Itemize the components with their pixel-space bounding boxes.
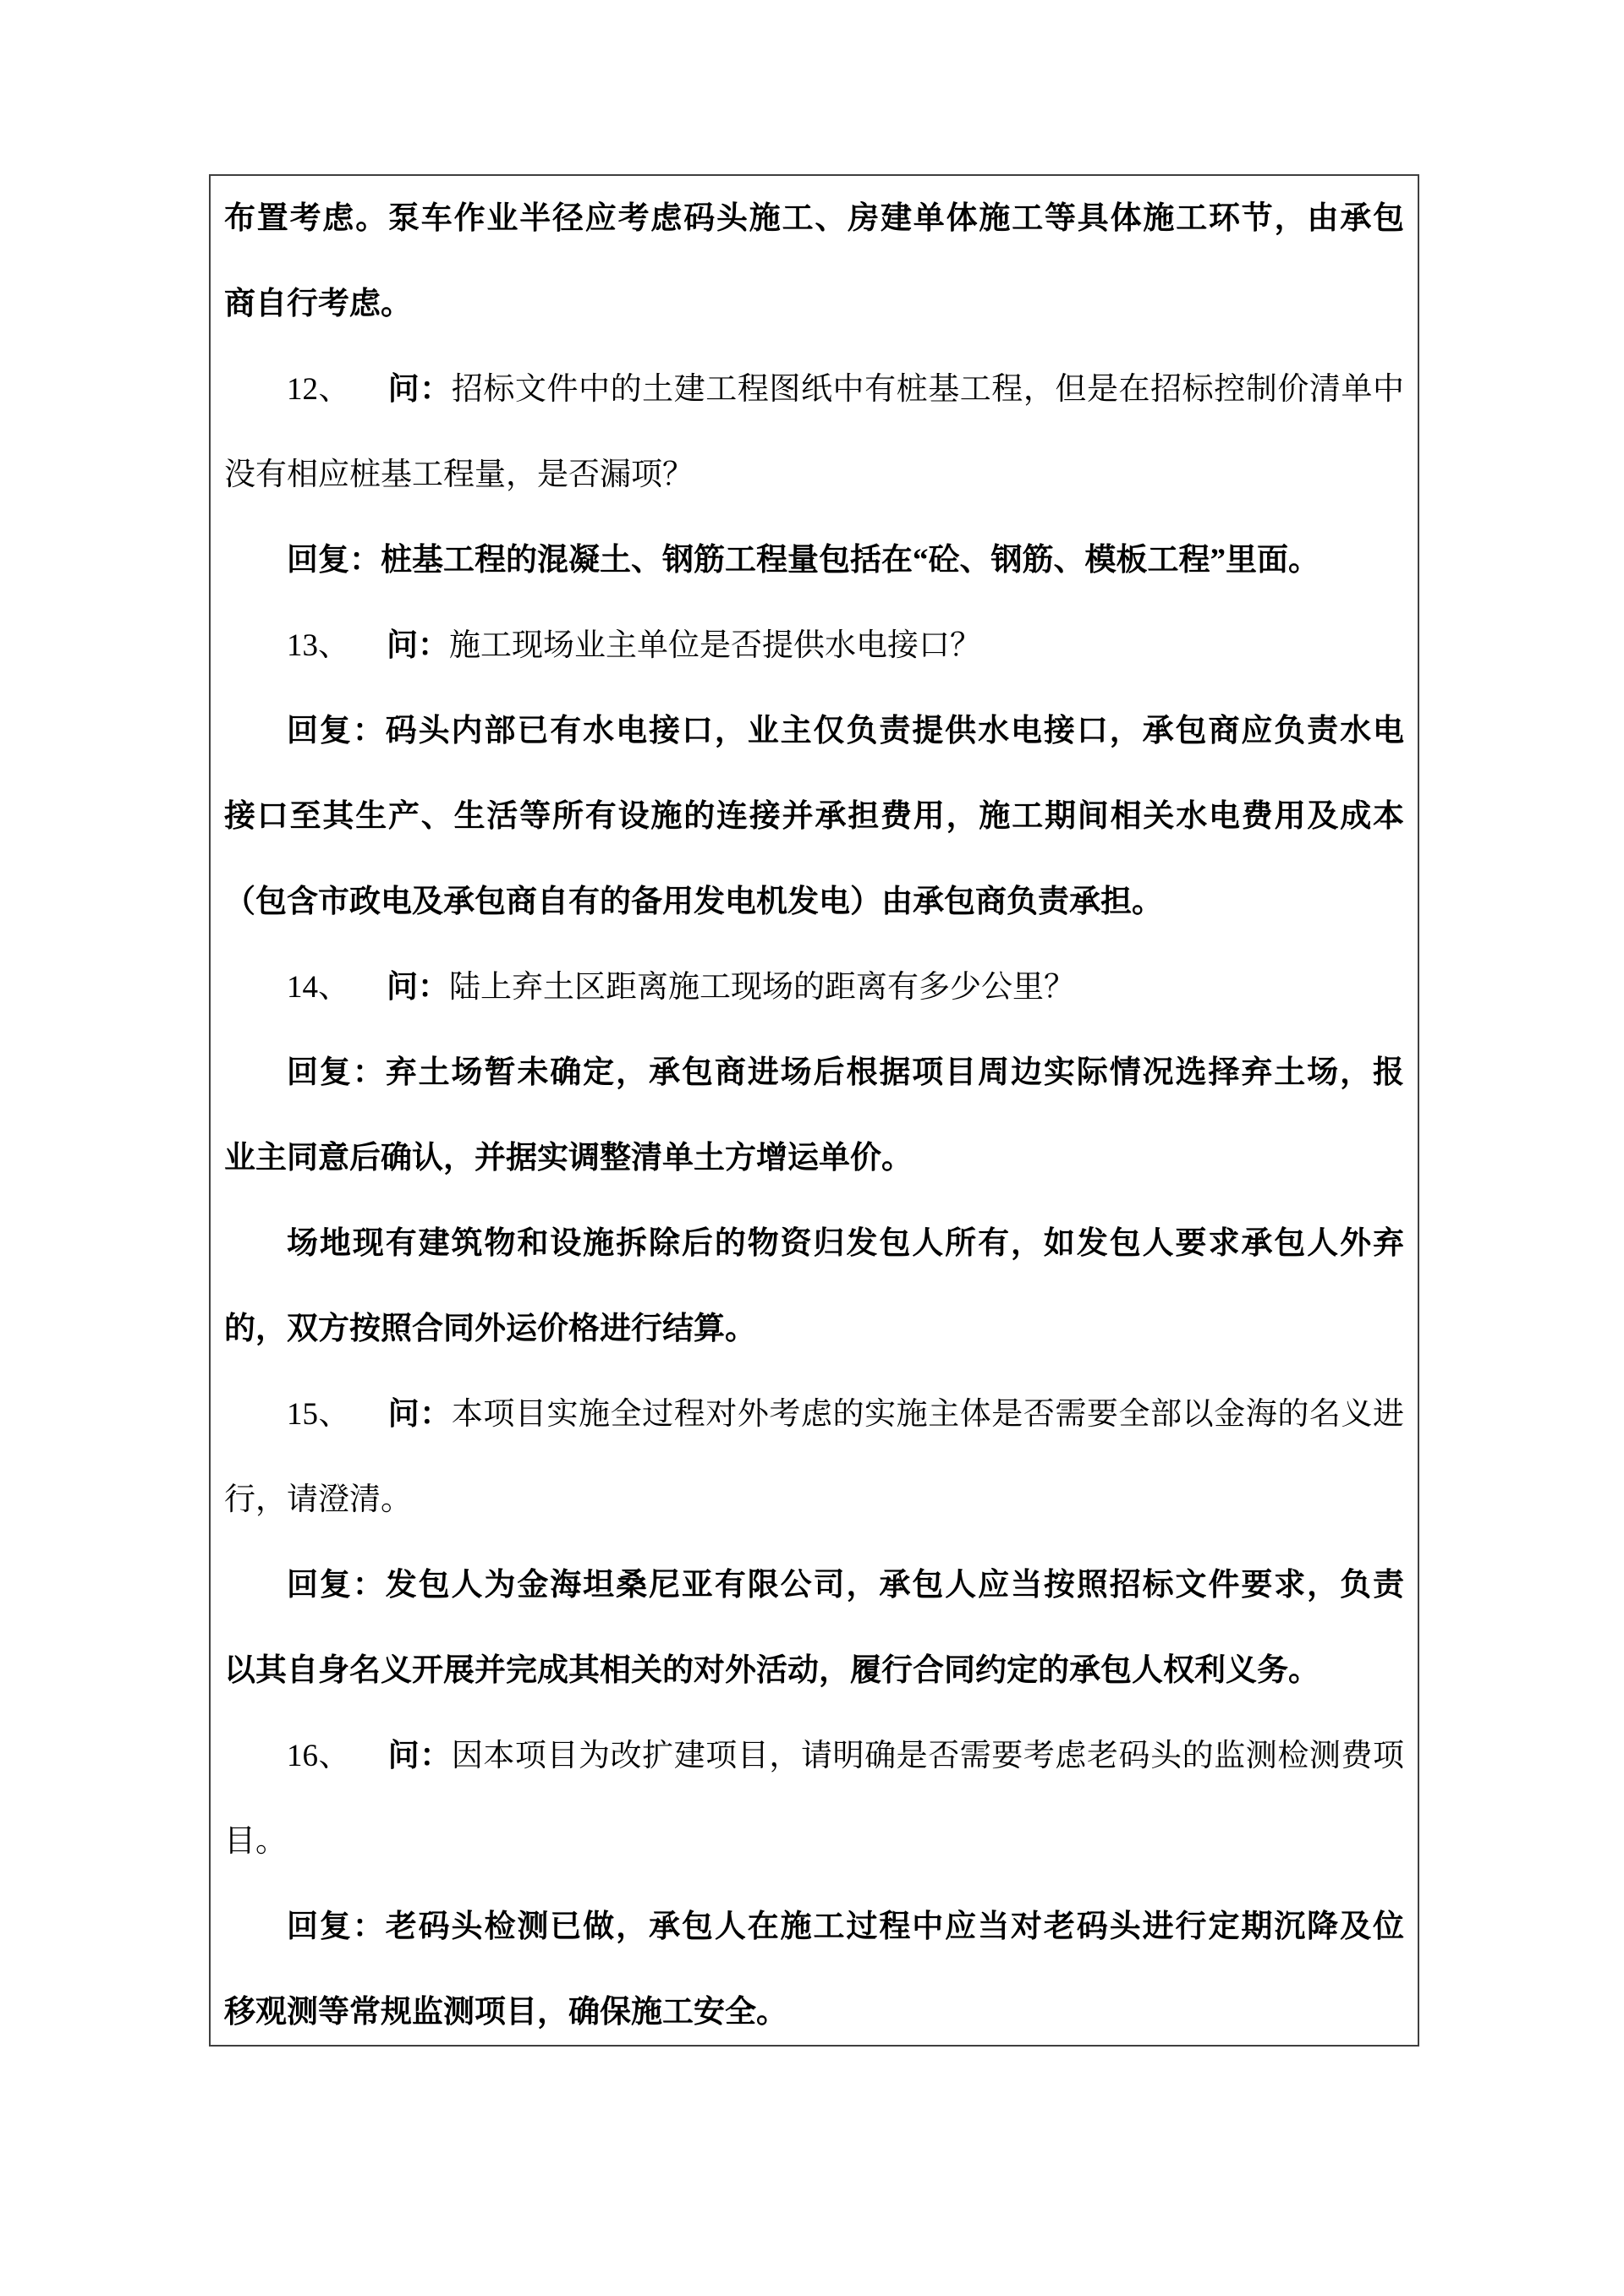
question-label: 问： (387, 628, 449, 663)
text-line (224, 347, 1404, 432)
answer-text: 移观测等常规监测项目，确保施工安全。 (224, 1995, 787, 2030)
question-text: 招标文件中的土建工程图纸中有桩基工程，但是在招标控制价清单中 (451, 372, 1404, 407)
text-line (224, 1543, 1404, 1628)
document-table-cell (209, 174, 1419, 2047)
text-line (224, 945, 1404, 1030)
question-text: 目。 (224, 1824, 287, 1859)
text-line (224, 1970, 1404, 2047)
text-line (224, 261, 1404, 347)
answer-text: 回复：老码头检测已做，承包人在施工过程中应当对老码头进行定期沉降及位 (287, 1910, 1404, 1944)
text-line (224, 1628, 1404, 1713)
answer-text: 接口至其生产、生活等所有设施的连接并承担费用，施工期间相关水电费用及成本 (224, 799, 1404, 834)
answer-text: 布置考虑。泵车作业半径应考虑码头施工、房建单体施工等具体施工环节，由承包 (224, 201, 1404, 236)
answer-text: 场地现有建筑物和设施拆除后的物资归发包人所有，如发包人要求承包人外弃 (287, 1226, 1404, 1261)
question-number: 14、 (287, 970, 349, 1005)
answer-text: 回复：弃土场暂未确定，承包商进场后根据项目周边实际情况选择弃土场，报 (287, 1055, 1404, 1090)
text-line (224, 688, 1404, 774)
text-line (224, 1372, 1404, 1457)
question-label: 问： (387, 1397, 452, 1432)
number-gap-spacer (349, 996, 387, 997)
text-line (224, 859, 1404, 945)
question-number: 16、 (287, 1739, 351, 1773)
answer-text: 回复：码头内部已有水电接口，业主仅负责提供水电接口，承包商应负责水电 (287, 714, 1404, 748)
text-line (224, 1713, 1404, 1799)
answer-text: 回复：发包人为金海坦桑尼亚有限公司，承包人应当按照招标文件要求，负责 (287, 1568, 1404, 1603)
question-label: 问： (387, 372, 452, 407)
answer-text: 回复：桩基工程的混凝土、钢筋工程量包括在“砼、钢筋、模板工程”里面。 (287, 543, 1320, 578)
answer-text: 商自行考虑。 (224, 287, 412, 321)
answer-text: 的，双方按照合同外运价格进行结算。 (224, 1312, 756, 1346)
question-text: 行，请澄清。 (224, 1482, 412, 1517)
text-line (224, 432, 1404, 518)
number-gap-spacer (350, 1765, 387, 1766)
text-line (224, 1799, 1404, 1884)
text-line (224, 1115, 1404, 1201)
answer-text: （包含市政电及承包商自有的备用发电机发电）由承包商负责承担。 (224, 885, 1163, 919)
question-text: 没有相应桩基工程量，是否漏项？ (224, 458, 694, 492)
text-line (224, 1286, 1404, 1372)
question-text: 因本项目为改扩建项目，请明确是否需要考虑老码头的监测检测费项 (451, 1739, 1404, 1773)
text-line (224, 1457, 1404, 1543)
question-text: 本项目实施全过程对外考虑的实施主体是否需要全部以金海的名义进 (451, 1397, 1404, 1432)
text-line (224, 774, 1404, 859)
number-gap-spacer (350, 398, 387, 399)
question-number: 12、 (287, 372, 351, 407)
text-line (224, 1201, 1404, 1286)
text-line (224, 176, 1404, 261)
answer-text: 以其自身名义开展并完成其相关的对外活动，履行合同约定的承包人权利义务。 (224, 1653, 1320, 1688)
number-gap-spacer (350, 1423, 387, 1424)
text-line (224, 603, 1404, 688)
question-text: 施工现场业主单位是否提供水电接口？ (449, 628, 981, 663)
question-label: 问： (387, 1739, 452, 1773)
question-label: 问： (387, 970, 449, 1005)
question-number: 15、 (287, 1397, 351, 1432)
question-number: 13、 (287, 628, 349, 663)
question-text: 陆上弃土区距离施工现场的距离有多少公里？ (449, 970, 1075, 1005)
text-line (224, 518, 1404, 603)
text-line (224, 1884, 1404, 1970)
answer-text: 业主同意后确认，并据实调整清单土方增运单价。 (224, 1141, 913, 1175)
text-line (224, 1030, 1404, 1115)
